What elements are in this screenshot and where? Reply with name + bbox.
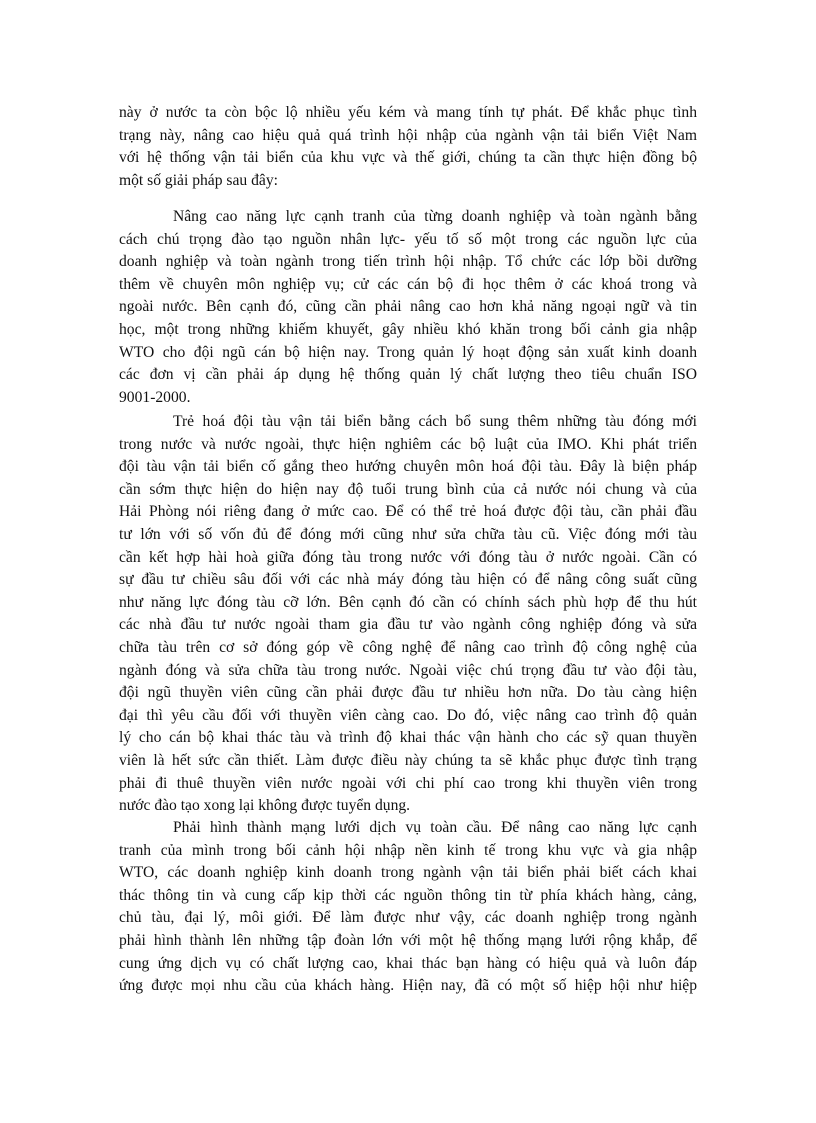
text-line: WTO, các doanh nghiệp kinh doanh trong ngành vận tải biển phải biết cách khai xyxy=(119,864,697,882)
text-line: Trẻ hoá đội tàu vận tải biển bằng cách bổ sung thêm những tàu đóng mới xyxy=(173,413,697,430)
text-line: ứng được mọi nhu cầu của khách hàng. Hiện nay, đã có một số hiệp hội như hiệp xyxy=(119,977,697,995)
text-line: một số giải pháp sau đây: xyxy=(119,171,278,189)
text-line: tranh của mình trong bối cảnh hội nhập nền kinh tế trong khu vực và gia nhập xyxy=(119,841,697,859)
text-line: cần kết hợp hài hoà giữa đóng tàu trong nước với đóng tàu ở nước ngoài. Cần có xyxy=(119,548,697,566)
text-line: Phải hình thành mạng lưới dịch vụ toàn cầu. Để nâng cao năng lực cạnh xyxy=(173,819,697,836)
text-line: thêm về chuyên môn nghiệp vụ; cử các cán bộ đi học thêm ở các khoá trong và xyxy=(119,275,697,293)
text-line: học, một trong những khiếm khuyết, gây nhiều khó khăn trong bối cảnh gia nhập xyxy=(119,320,697,338)
text-line: chủ tàu, đại lý, môi giới. Để làm được như vậy, các doanh nghiệp trong ngành xyxy=(119,909,697,927)
text-line: đội tàu vận tải biển cố gắng theo hướng chuyên môn hoá đội tàu. Đây là biện pháp xyxy=(119,458,697,476)
text-line: trong nước và nước ngoài, thực hiện nghiêm các bộ luật của IMO. Khi phát triển xyxy=(119,435,697,453)
text-line: cần sớm thực hiện do hiện nay độ tuổi trung bình của cả nước nói chung và của xyxy=(119,480,697,498)
text-line: Nâng cao năng lực cạnh tranh của từng doanh nghiệp và toàn ngành bằng xyxy=(173,208,697,225)
text-line: cung ứng dịch vụ có chất lượng cao, khai thác bạn hàng có hiệu quả và luôn đáp xyxy=(119,954,697,972)
text-line: như năng lực đóng tàu cỡ lớn. Bên cạnh đó cần có chính sách phù hợp để thu hút xyxy=(119,593,697,611)
text-line: ngoài nước. Bên cạnh đó, cũng cần phải nâng cao hơn khả năng ngoại ngữ và tin xyxy=(119,298,697,316)
text-line: viên là hết sức cần thiết. Làm được điều này chúng ta sẽ khắc phục được tình trạng xyxy=(119,751,697,769)
text-line: sự đầu tư chiều sâu đối với các nhà máy đóng tàu hiện có để nâng công suất cũng xyxy=(119,571,697,589)
text-line: các nhà đầu tư nước ngoài tham gia đầu tư vào ngành công nghiệp đóng và sửa xyxy=(119,616,697,634)
text-line: này ở nước ta còn bộc lộ nhiều yếu kém và mang tính tự phát. Để khắc phục tình xyxy=(119,104,697,121)
text-line: đội ngũ thuyền viên cũng cần phải được đầu tư nhiều hơn nữa. Do tàu càng hiện xyxy=(119,684,697,702)
text-line: tư lớn với số vốn đủ để đóng mới cũng như sửa chữa tàu cũ. Việc đóng mới tàu xyxy=(119,525,697,543)
text-line: WTO cho đội ngũ cán bộ hiện nay. Trong quản lý hoạt động sản xuất kinh doanh xyxy=(119,343,697,361)
text-line: thác thông tin và cung cấp kịp thời các nguồn thông tin từ phía khách hàng, cảng, xyxy=(119,886,697,904)
text-line: phải đi thuê thuyền viên nước ngoài với chi phí cao trong khi thuyền viên trong xyxy=(119,774,697,792)
text-line: trạng này, nâng cao hiệu quả quá trình hội nhập của ngành vận tải biển Việt Nam xyxy=(119,126,697,144)
text-line: đại thì yêu cầu đối với thuyền viên càng cao. Do đó, việc nâng cao trình độ quản xyxy=(119,706,697,724)
text-line: các đơn vị cần phải áp dụng hệ thống quản lý chất lượng theo tiêu chuẩn ISO xyxy=(119,366,697,384)
text-line: lý cho cán bộ khai thác tàu và trình độ khai thác vận hành cho các sỹ quan thuyền xyxy=(119,729,697,747)
paragraph-human-resources xyxy=(119,206,697,409)
text-line: phải hình thành lên những tập đoàn lớn với một hệ thống mạng lưới rộng khắp, để xyxy=(119,931,697,949)
text-line: ngành đóng và sửa chữa tàu trong nước. Ngoài việc chú trọng đầu tư vào đội tàu, xyxy=(119,661,697,679)
text-line: 9001-2000. xyxy=(119,388,191,406)
paragraph-intro xyxy=(119,102,697,192)
paragraph-global-network xyxy=(119,817,697,998)
paragraph-fleet-renewal xyxy=(119,411,697,818)
text-line: doanh nghiệp và toàn ngành trong tiến trình hội nhập. Tổ chức các lớp bồi dưỡng xyxy=(119,253,697,271)
text-line: Hải Phòng nói riêng đang ở mức cao. Để có thể trẻ hoá được đội tàu, cần phải đầu xyxy=(119,503,697,521)
text-line: với hệ thống vận tải biển của khu vực và thế giới, chúng ta cần thực hiện đồng bộ xyxy=(119,149,697,167)
text-line: chữa tàu trên cơ sở đóng góp về công nghệ để nâng cao trình độ công nghệ của xyxy=(119,638,697,656)
text-line: nước đào tạo xong lại không được tuyển dụng. xyxy=(119,797,411,815)
text-line: cách chú trọng đào tạo nguồn nhân lực- yếu tố số một trong các nguồn lực của xyxy=(119,230,697,248)
